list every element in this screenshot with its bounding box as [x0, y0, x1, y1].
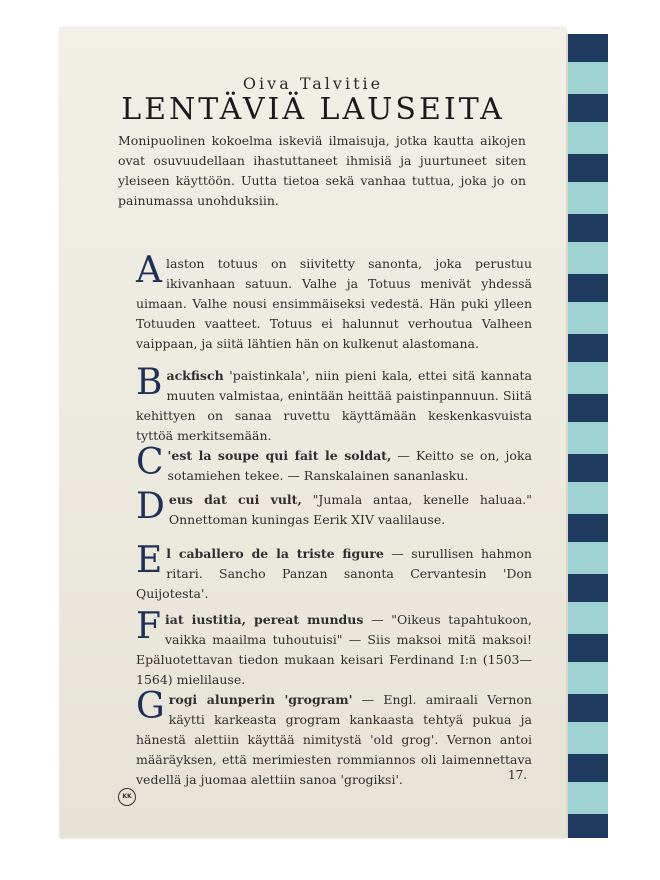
entry-b: [136, 362, 532, 446]
entry-a: [136, 250, 532, 354]
entry-text: — Engl. amiraali Vernon käytti karkeasta grogram kankaasta tehtyä pukua ja hänestä alettiin käyttää nimitystä 'old grog'. Vernon antoi määräyksen, että merimiesten rommiannos oli laimennettava vedellä ja juomaa alettiin sanoa 'grogiksi'.: [136, 692, 532, 787]
drop-cap-d: D: [136, 486, 165, 527]
drop-cap-c: C: [136, 442, 164, 483]
intro-paragraph: Monipuolinen kokoelma iskeviä ilmaisuja, jotka kautta aikojen ovat osuvuudellaan ihastuttaneet ihmisiä ja juurtuneet siten yleiseen käyttöön. Uutta tietoa sekä vanhaa tuttua, joka jo on painumassa unohduksiin.: [118, 133, 526, 208]
entry-d: [136, 486, 533, 530]
drop-cap-a: A: [136, 250, 162, 291]
entry-text: 'paistinkala', niin pieni kala, ettei sitä kannata muuten valmistaa, enintään heittää paistinpannuun. Siitä kehittyen on sanaa ruvettu käyttämään keskenkasvuista tyttöä merkitsemään.: [136, 368, 532, 443]
entry-text: laston totuus on siivitetty sanonta, joka perustuu ikivanhaan satuun. Valhe ja Totuus menivät yhdessä uimaan. Valhe nousi ensimmäiseksi vedestä. Hän puki ylleen Totuuden vaatteet. Totuus ei halunnut verhoutua Valheen vaippaan, ja siitä lähtien hän on kulkenut alastomana.: [136, 256, 532, 351]
entry-f: [136, 606, 532, 690]
entry-lead: l caballero de la triste figure: [166, 546, 384, 561]
page-number: 17.: [508, 768, 528, 782]
entry-lead: 'est la soupe qui fait le soldat,: [167, 448, 392, 463]
entry-text: — Keitto se on, joka sotamiehen tekee. — Ranskalainen sananlasku.: [167, 448, 532, 483]
drop-cap-b: B: [136, 362, 163, 403]
book-back-cover: [60, 28, 608, 838]
entry-text: "Jumala antaa, kenelle haluaa." Onnettoman kuningas Eerik XIV vaalilause.: [168, 492, 533, 527]
publisher-logo: KK: [118, 788, 136, 806]
book-title: LENTÄVIÄ LAUSEITA: [121, 92, 505, 127]
entry-text: — "Oikeus tapahtukoon, vaikka maailma tuhoutuisi" — Siis maksoi mitä maksoi! Epäluotettavan tiedon mukaan keisari Ferdinand I:n (1503—1564) mielilause.: [136, 612, 532, 687]
dust-jacket: [60, 28, 566, 838]
striped-spine: [566, 34, 608, 838]
entry-g: [136, 686, 532, 790]
entry-lead: eus dat cui vult,: [168, 492, 302, 507]
drop-cap-e: E: [136, 540, 163, 581]
drop-cap-f: F: [136, 606, 161, 647]
entry-text: — surullisen hahmon ritari. Sancho Panzan sanonta Cervantesin 'Don Quijotesta'.: [136, 546, 532, 601]
entry-e: [136, 540, 532, 604]
entry-lead: iat iustitia, pereat mundus: [164, 612, 364, 627]
author-name: Oiva Talvitie: [242, 74, 384, 93]
entry-lead: ackfisch: [166, 368, 224, 383]
entry-c: [136, 442, 532, 486]
drop-cap-g: G: [136, 686, 165, 727]
entry-lead: rogi alunperin 'grogram': [168, 692, 353, 707]
